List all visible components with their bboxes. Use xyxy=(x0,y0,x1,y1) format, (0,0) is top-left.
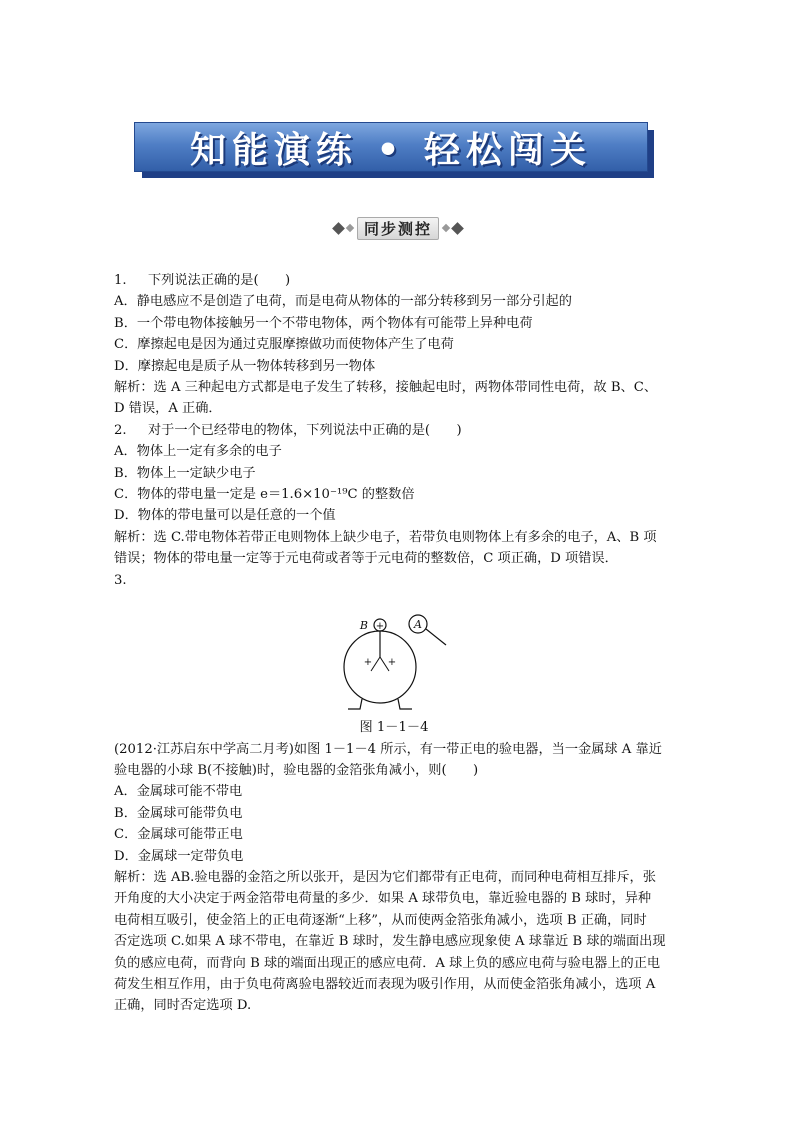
banner-title: 知能演练 • 轻松闯关 xyxy=(189,129,593,171)
q3-analysis-line: 电荷相互吸引，使金箔上的正电荷逐渐“上移”，从而使两金箔张角减小，选项 B 正确，同时 xyxy=(114,912,647,928)
q2-stem: 对于一个已经带电的物体，下列说法中正确的是( ) xyxy=(148,422,462,438)
insulating-handle xyxy=(426,629,446,645)
q3-analysis-line: 开角度的大小决定于两金箔带电荷量的多少．如果 A 球带负电，靠近验电器的 B 球时，异种 xyxy=(114,891,652,907)
q1-stem-line xyxy=(114,270,674,291)
q2-stem-line xyxy=(114,420,674,441)
leg-right xyxy=(398,699,412,709)
ball-b-charge: + xyxy=(375,621,385,633)
q2-option-b: B．物体上一定缺少电子 xyxy=(114,465,256,481)
q1-stem: 下列说法正确的是( ) xyxy=(148,273,291,288)
q3-stem-line: (2012·江苏启东中学高二月考)如图 1－1－4 所示，有一带正电的验电器，当一金属球 A 靠近 xyxy=(114,741,662,757)
q3-analysis-line: 负的感应电荷，而背向 B 球的端面出现正的感应电荷．A 球上负的感应电荷与验电器上的正电 xyxy=(114,955,661,971)
q3-analysis-line: 否定选项 C.如果 A 球不带电，在靠近 B 球时，发生静电感应现象使 A 球靠近 B 球的端面出现 xyxy=(114,934,666,950)
q3-option-b: B．金属球可能带负电 xyxy=(114,805,243,821)
q3-analysis-line: 荷发生相互作用，由于负电荷离验电器较近而表现为吸引作用，从而使金箔张角减小，选项 A xyxy=(114,976,656,992)
title-banner xyxy=(134,122,654,178)
diamond-icon xyxy=(346,224,354,232)
q1-option-d: D．摩擦起电是质子从一物体转移到另一物体 xyxy=(114,358,376,374)
foil-left-charge: + xyxy=(363,657,373,669)
q3-analysis-line: 正确，同时否定选项 D. xyxy=(114,998,252,1014)
electroscope-diagram xyxy=(114,591,674,717)
section-heading xyxy=(310,217,486,239)
q1-analysis-line: D 错误，A 正确． xyxy=(114,401,222,417)
q1-number: 1. xyxy=(114,273,127,288)
q2-analysis-line: 解析：选 C.带电物体若带正电则物体上缺少电子，若带负电则物体上有多余的电子，A、B 项 xyxy=(114,529,657,545)
figure-caption: 图 1－1－4 xyxy=(359,720,429,736)
question-content xyxy=(114,270,674,1017)
foil-left xyxy=(371,657,380,671)
diamond-icon xyxy=(451,222,464,235)
label-b: B xyxy=(359,619,368,633)
q1-analysis-line: 解析：选 A 三种起电方式都是电子发生了转移，接触起电时，两物体带同性电荷，故 B、C、 xyxy=(114,380,658,396)
banner-box xyxy=(134,122,648,172)
q2-number: 2. xyxy=(114,422,127,438)
diamond-icon xyxy=(332,222,345,235)
section-title: 同步测控 xyxy=(357,217,439,240)
q2-option-d: D．物体的带电量可以是任意的一个值 xyxy=(114,508,336,524)
q1-option-b: B．一个带电物体接触另一个不带电物体，两个物体有可能带上异种电荷 xyxy=(114,315,533,331)
q3-option-d: D．金属球一定带负电 xyxy=(114,848,244,864)
q2-option-a: A．物体上一定有多余的电子 xyxy=(114,444,282,460)
q3-stem-line: 验电器的小球 B(不接触)时，验电器的金箔张角减小，则( ) xyxy=(114,762,479,778)
leg-left xyxy=(348,699,362,709)
label-a: A xyxy=(414,618,422,632)
electroscope-figure xyxy=(114,591,674,717)
q3-option-c: C．金属球可能带正电 xyxy=(114,827,243,843)
q3-analysis-line: 解析：选 AB.验电器的金箔之所以张开，是因为它们都带有正电荷，而同种电荷相互排斥，张 xyxy=(114,869,656,885)
q2-analysis-line: 错误；物体的带电量一定等于元电荷或者等于元电荷的整数倍，C 项正确，D 项错误． xyxy=(114,551,618,567)
q3-option-a: A．金属球可能不带电 xyxy=(114,784,243,800)
q1-option-a: A．静电感应不是创造了电荷，而是电荷从物体的一部分转移到另一部分引起的 xyxy=(114,294,572,310)
q2-option-c: C．物体的带电量一定是 e＝1.6×10⁻¹⁹C 的整数倍 xyxy=(114,487,415,503)
foil-right-charge: + xyxy=(387,657,397,669)
q3-number: 3. xyxy=(114,572,127,588)
q1-option-c: C．摩擦起电是因为通过克服摩擦做功而使物体产生了电荷 xyxy=(114,337,454,353)
diamond-icon xyxy=(442,224,450,232)
